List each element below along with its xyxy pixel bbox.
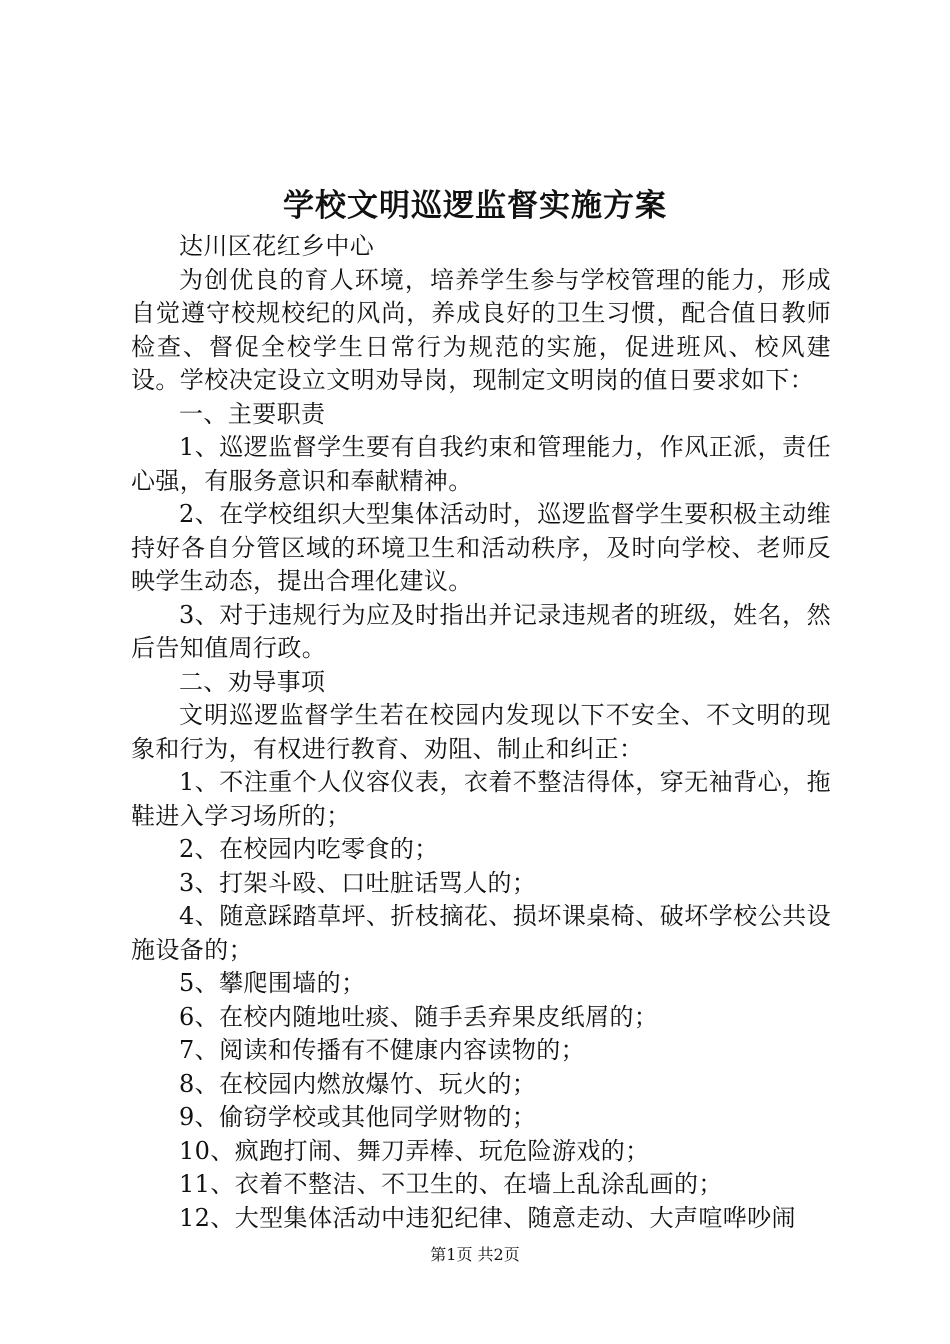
list-item: 10、疯跑打闹、舞刀弄棒、玩危险游戏的； [179, 1136, 650, 1165]
paragraph-duty-3: 3、对于违规行为应及时指出并记录违规者的班级，姓名，然后告知值周行政。 [131, 600, 831, 662]
paragraph-guidance-intro: 文明巡逻监督学生若在校园内发现以下不安全、不文明的现象和行为，有权进行教育、劝阻、制止和纠正： [131, 701, 831, 763]
list-item: 1、不注重个人仪容仪表，衣着不整洁得体，穿无袖背心，拖鞋进入学习场所的； [131, 768, 831, 830]
paragraph-duty-2: 2、在学校组织大型集体活动时，巡逻监督学生要积极主动维持好各自分管区域的环境卫生和活动秩序，及时向学校、老师反映学生动态，提出合理化建议。 [131, 500, 831, 595]
list-item: 9、偷窃学校或其他同学财物的； [179, 1103, 537, 1131]
page-footer: 第1页 共2页 [430, 1245, 520, 1264]
list-item: 6、在校内随地吐痰、随手丢弃果皮纸屑的； [179, 1002, 659, 1031]
paragraph-duty-1: 1、巡逻监督学生要有自我约束和管理能力，作风正派，责任心强，有服务意识和奉献精神。 [131, 433, 831, 495]
list-item: 2、在校园内吃零食的； [179, 835, 439, 863]
paragraph-org: 达川区花红乡中心 [179, 232, 375, 260]
paragraph-intro: 为创优良的育人环境，培养学生参与学校管理的能力，形成自觉遵守校规校纪的风尚，养成良好的卫生习惯，配合值日教师检查、督促全校学生日常行为规范的实施，促进班风、校风建设。学校决定设立文明劝导岗，现制定文明岗的值日要求如下： [131, 265, 831, 394]
list-item: 3、打架斗殴、口吐脏话骂人的； [179, 868, 537, 897]
section-heading-guidance: 二、劝导事项 [179, 667, 326, 696]
list-item: 5、攀爬围墙的； [179, 969, 366, 997]
document-title: 学校文明巡逻监督实施方案 [283, 188, 667, 224]
section-heading-duties: 一、主要职责 [179, 399, 326, 428]
list-item: 11、衣着不整洁、不卫生的、在墙上乱涂乱画的； [179, 1170, 723, 1198]
list-item: 8、在校园内燃放爆竹、玩火的； [179, 1069, 537, 1098]
list-item: 12、大型集体活动中违犯纪律、随意走动、大声喧哗吵闹 [179, 1203, 796, 1232]
list-item: 7、阅读和传播有不健康内容读物的； [179, 1036, 586, 1064]
document-body [131, 230, 831, 1235]
list-item: 4、随意踩踏草坪、折枝摘花、损坏课桌椅、破坏学校公共设施设备的； [131, 902, 831, 964]
